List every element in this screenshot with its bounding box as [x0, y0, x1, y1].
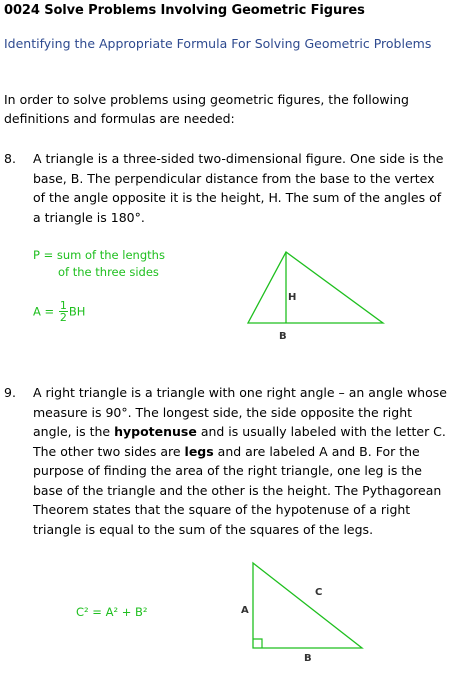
item-9-text — [33, 383, 448, 539]
fraction-numerator: 1 — [59, 299, 67, 312]
area-formula — [33, 301, 85, 323]
label-b: B — [279, 331, 287, 342]
perimeter-formula-line-2: of the three sides — [58, 265, 159, 279]
right-triangle-outline — [253, 563, 362, 648]
item-9-text-part-1: A right triangle is a triangle with one right angle – an angle whose measure is 90°. The longest side, the side opposite the right angle, is the — [33, 385, 447, 439]
term-legs: legs — [184, 443, 214, 459]
right-angle-marker — [253, 639, 262, 648]
label-h: H — [288, 292, 297, 303]
term-hypotenuse: hypotenuse — [114, 424, 197, 439]
pythagorean-formula: C² = A² + B² — [76, 605, 148, 619]
label-a: A — [241, 605, 249, 616]
page-subtitle: Identifying the Appropriate Formula For Solving Geometric Problems — [4, 36, 432, 51]
intro-paragraph: In order to solve problems using geometric figures, the following definitions and formulas are needed: — [4, 92, 409, 126]
item-9-text-part-2: and is usually labeled with the letter C. The other two sides are — [33, 424, 446, 459]
perimeter-formula-line-1: P = sum of the lengths — [33, 248, 165, 262]
item-9-text-part-3: and are labeled A and B. For the purpose of finding the area of the right triangle, one leg is the base of the triangle and the other is the height. The Pythagorean Theorem states that the square of the hypotenuse of a right triangle is equal to the sum of the squares of the legs. — [33, 443, 442, 537]
triangle-outline — [248, 252, 383, 323]
item-9-number: 9. — [4, 385, 16, 400]
area-formula-prefix: A = — [33, 304, 55, 319]
page-title: 0024 Solve Problems Involving Geometric Figures — [4, 3, 365, 18]
label-c: C — [315, 587, 323, 598]
label-b-right: B — [304, 653, 312, 664]
right-triangle-diagram — [236, 560, 386, 670]
item-8-number: 8. — [4, 151, 16, 166]
area-formula-suffix: BH — [68, 304, 86, 319]
fraction-denominator: 2 — [59, 311, 67, 324]
triangle-diagram — [240, 250, 400, 350]
item-8-text: A triangle is a three-sided two-dimensional figure. One side is the base, B. The perpendicular distance from the base to the vertex of the angle opposite it is the height, H. The sum of the angles of a triangle is 180°. — [33, 151, 444, 225]
one-half-fraction — [59, 301, 68, 323]
